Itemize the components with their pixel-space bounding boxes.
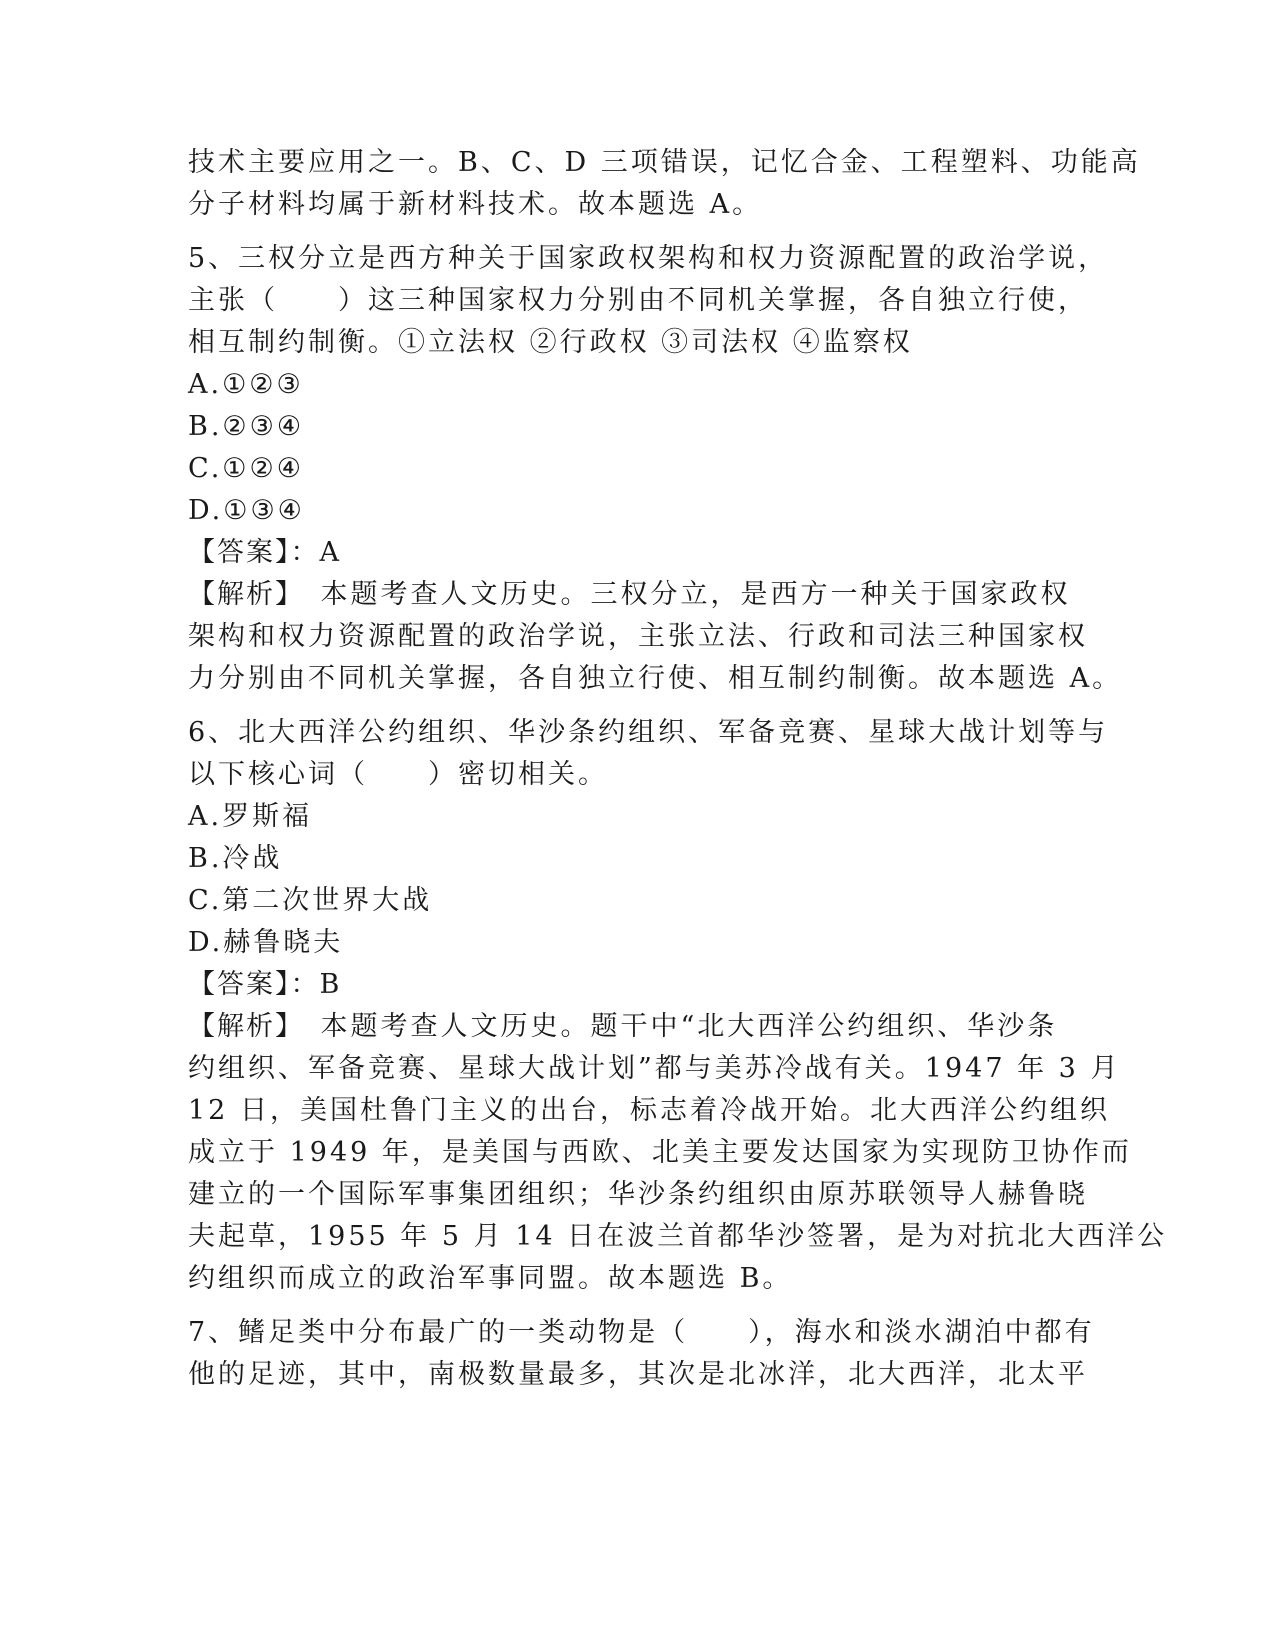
intro-line: 技术主要应用之一。B、C、D 三项错误，记忆合金、工程塑料、功能高 <box>188 147 1141 178</box>
answer-label: 【答案】： <box>188 537 320 568</box>
analysis-text: 约组织而成立的政治军事同盟。故本题选 B。 <box>188 1263 793 1294</box>
option-c: C.①②④ <box>188 453 304 484</box>
question-stem-line: 5、三权分立是西方种关于国家政权架构和权力资源配置的政治学说， <box>188 243 1109 274</box>
option-d: D.赫鲁晓夫 <box>188 927 344 958</box>
analysis-text: 成立于 1949 年，是美国与西欧、北美主要发达国家为实现防卫协作而 <box>188 1137 1132 1168</box>
analysis-label: 【解析】 <box>188 579 291 610</box>
analysis-text: 约组织、军备竞赛、星球大战计划”都与美苏冷战有关。1947 年 3 月 <box>188 1053 1121 1084</box>
question-6 <box>188 712 1168 1300</box>
intro-line: 分子材料均属于新材料技术。故本题选 A。 <box>188 189 763 220</box>
option-b: B.冷战 <box>188 843 283 874</box>
option-b: B.②③④ <box>188 411 305 442</box>
question-stem-line: 他的足迹，其中，南极数量最多，其次是北冰洋，北大西洋，北太平 <box>188 1359 1088 1390</box>
analysis-text: 夫起草，1955 年 5 月 14 日在波兰首都华沙签署，是为对抗北大西洋公 <box>188 1221 1168 1252</box>
analysis-text: 建立的一个国际军事集团组织；华沙条约组织由原苏联领导人赫鲁晓 <box>188 1179 1088 1210</box>
analysis-line <box>188 574 1088 616</box>
analysis-line <box>188 1006 1088 1048</box>
analysis-text: 架构和权力资源配置的政治学说，主张立法、行政和司法三种国家权 <box>188 621 1088 652</box>
answer-value: A <box>319 537 342 568</box>
analysis-label: 【解析】 <box>188 1011 291 1042</box>
document-content <box>188 142 1168 1396</box>
question-7 <box>188 1312 1095 1396</box>
option-c: C.第二次世界大战 <box>188 885 433 916</box>
question-stem-line: 相互制约制衡。①立法权 ②行政权 ③司法权 ④监察权 <box>188 327 913 358</box>
option-a: A.罗斯福 <box>188 801 313 832</box>
answer-line <box>188 964 1088 1006</box>
question-stem-line: 6、北大西洋公约组织、华沙条约组织、军备竞赛、星球大战计划等与 <box>188 717 1109 748</box>
answer-value: B <box>319 969 343 1000</box>
analysis-text: 12 日，美国杜鲁门主义的出台，标志着冷战开始。北大西洋公约组织 <box>188 1095 1110 1126</box>
question-stem-line: 以下核心词（ ）密切相关。 <box>188 759 608 790</box>
question-stem-line: 主张（ ）这三种国家权力分别由不同机关掌握，各自独立行使， <box>188 285 1088 316</box>
analysis-text: 本题考查人文历史。三权分立，是西方一种关于国家政权 <box>290 579 1071 610</box>
answer-label: 【答案】： <box>188 969 320 1000</box>
answer-line <box>188 532 1088 574</box>
analysis-text: 本题考查人文历史。题干中“北大西洋公约组织、华沙条 <box>290 1011 1058 1042</box>
question-stem-line: 7、鳍足类中分布最广的一类动物是（ ），海水和淡水湖泊中都有 <box>188 1317 1095 1348</box>
option-a: A.①②③ <box>188 369 304 400</box>
question-5 <box>188 238 1123 700</box>
analysis-text: 力分别由不同机关掌握，各自独立行使、相互制约制衡。故本题选 A。 <box>188 663 1123 694</box>
option-d: D.①③④ <box>188 495 305 526</box>
